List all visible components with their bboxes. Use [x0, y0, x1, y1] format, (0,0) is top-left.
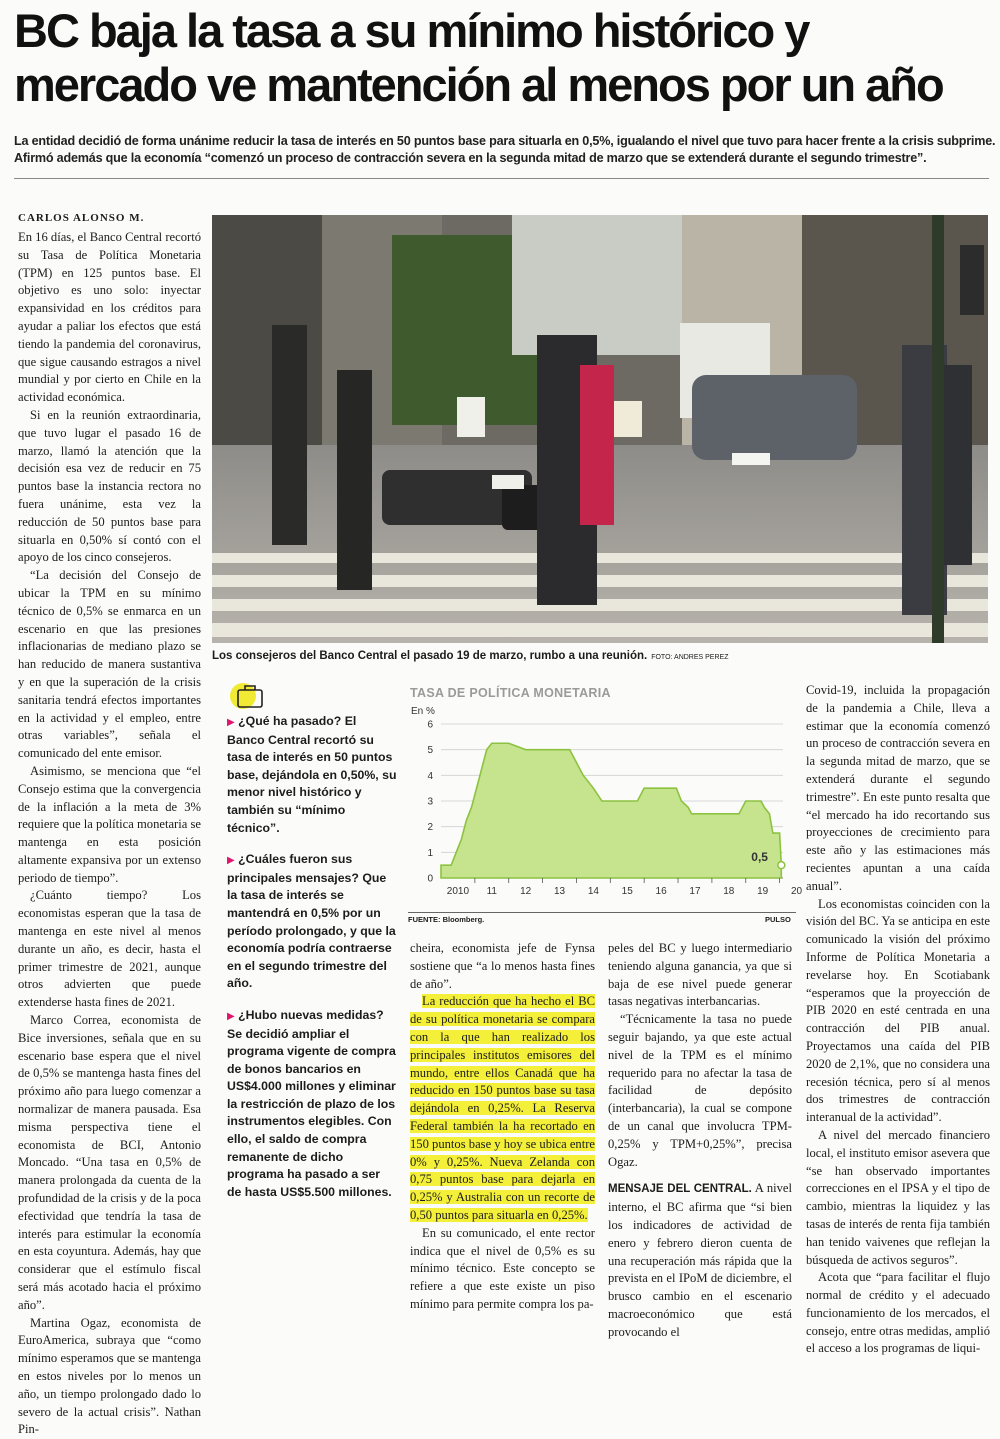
- y-tick-label: 3: [427, 796, 433, 808]
- infobox-answer: El Banco Central recortó su tasa de interés en 50 puntos base, dejándola en 0,50%, su menor nivel histórico y también su “mínimo técnico”.: [227, 714, 397, 835]
- infobox-question: ¿Qué ha pasado?: [238, 714, 342, 728]
- x-tick-label: 16: [655, 886, 667, 897]
- infobox: [227, 713, 397, 1199]
- news-photo: [212, 215, 988, 643]
- photo-credit: FOTO: ANDRES PEREZ: [651, 654, 729, 661]
- highlighted-paragraph: La reducción que ha hecho el BC de su política monetaria se compara con la que han realizado los principales institutos emisores del mundo, entre ellos Canadá que ha reducido en 150 puntos base su tasa dejándola en 0,25%. La Reserva Federal también la ha recortado en 150 puntos base y hoy se ubica entre 0% y 0,25%. Nueva Zelanda con 0,75 puntos base para dejarla en 0,25% y Australia con un recorte de 0,50 puntos para situarla en 0,25%.: [410, 994, 596, 1222]
- y-tick-label: 0: [427, 873, 433, 885]
- x-tick-label: 18: [723, 886, 735, 897]
- x-tick-label: 2010: [446, 886, 470, 897]
- headline: [14, 4, 989, 112]
- column-mid: [410, 940, 596, 1311]
- subheading-text: A nivel interno, el BC afirma que “si bien los indicadores de actividad de enero y febrero dieron cuenta de una recuperación más rápida que la prevista en el IPoM de diciembre, el brusco cambio en el escenario macroeconómico que está provocando el: [608, 1181, 792, 1339]
- tpm-chart: [405, 700, 803, 912]
- lead-line-1: La entidad decidió de forma unánime reducir la tasa de interés en 50 puntos base para situarla en 0,5%, igualando el nivel que tuvo para hacer frente a la crisis subprime.: [14, 134, 996, 148]
- lead-line-2: Afirmó además que la economía “comenzó un proceso de contracción severa en la segunda mitad de marzo que se extenderá durante el segundo trimestre”.: [14, 151, 927, 165]
- column-right: [806, 682, 990, 1356]
- infobox-item: [227, 713, 397, 837]
- x-tick-label: 19: [757, 886, 769, 897]
- chart-ylabel: En %: [411, 706, 435, 717]
- y-tick-label: 2: [427, 822, 433, 834]
- chart-title: TASA DE POLÍTICA MONETARIA: [410, 686, 611, 700]
- photo-caption: [212, 650, 728, 662]
- briefcase-icon: [229, 680, 261, 710]
- tpm-area: [441, 743, 781, 878]
- paragraph: Marco Correa, economista de Bice inversiones, señala que en su escenario base espera que el nivel de 0,5% se mantenga hasta fines del próximo año para luego comenzar a normalizar de manera pausada. Esa misma perspectiva tiene el economista de BCI, Antonio Moncado. “Una tasa en 0,5% de manera prolongada da cuenta de la profundidad de la crisis y de la poca efectividad que tendría la tasa de interés para estimular la economía en esta coyuntura. Además, hay que considerar que el estímulo fiscal será más acotado hacia el próximo año”.: [18, 1013, 201, 1312]
- x-tick-label: 13: [553, 886, 566, 897]
- paragraph: Covid-19, incluida la propagación de la pandemia a Chile, lleva a estimar que la economía comenzó un proceso de contracción severa en la segunda mitad de marzo, que se extenderá durante el segundo trimestre”. En este punto resalta que “el mercado ha ido recortando sus proyecciones de crecimiento para este año y las estimaciones más recientes apuntan a una caída anual”.: [806, 683, 990, 893]
- paragraph: “La decisión del Consejo de ubicar la TPM en su mínimo técnico de 0,5% se enmarca en un escenario en que las presiones inflacionarias de mediano plazo se han reducido de manera sustantiva y en que la superación de la crisis sanitaria tendrá efectos importantes en la actividad y el empleo, entre otras variables”, señala el comunicado del ente emisor.: [18, 568, 201, 761]
- x-tick-label: 14: [587, 886, 599, 897]
- paragraph: Los economistas coinciden con la visión del BC. Ya se anticipa en este comunicado la visión del próximo Informe de Política Monetaria a revelarse hoy. En Scotiabank “esperamos que la proyección de PIB 2020 en esté centrada en una contracción del PIB anual. Proyectamos una caída del PIB 2020 de 2,1%, que no considera una recesión técnica, pero sí al menos dos trimestres de contracción interanual de la actividad”.: [806, 896, 990, 1125]
- paragraph: [608, 1180, 792, 1341]
- paragraph: Si en la reunión extraordinaria, que tuvo lugar el pasado 16 de marzo, llamó la atención que la decisión esa vez de reducir en 75 puntos base la instancia rectora no fuera unánime, esta vez la reducción de 50 puntos base para situarla en 0,50% sí contó con el apoyo de los cinco consejeros.: [18, 407, 201, 565]
- paragraph: ¿Cuánto tiempo? Los economistas esperan que la tasa de mantenga en este nivel al menos durante un año, es decir, hasta el primer trimestre de 2021, aunque otros advierten que puede extenderse hasta fines de 2021.: [18, 888, 201, 1010]
- infobox-answer: Se decidió ampliar el programa vigente de compra de bonos bancarios en US$4.000 millones y eliminar la restricción de plazo de los instrumentos elegibles. Con ello, el saldo de compra remanente de dicho programa ha pasado a ser de hasta US$5.500 millones.: [227, 1026, 396, 1199]
- headline-line-1: BC baja la tasa a su mínimo histórico y: [14, 4, 809, 57]
- chart-annotation: 0,5: [751, 850, 768, 865]
- byline: CARLOS ALONSO M.: [18, 212, 145, 224]
- street-scene-illustration: [212, 215, 988, 643]
- paragraph: En su comunicado, el ente rector indica que el nivel de 0,5% es su mínimo técnico. Este concepto se refiere a que este existe un piso mínimo para permite compra los pa-: [410, 1225, 595, 1311]
- subheading: MENSAJE DEL CENTRAL.: [608, 1183, 752, 1196]
- infobox-question: ¿Cuáles fueron sus principales mensajes?: [227, 852, 359, 885]
- y-tick-label: 6: [427, 719, 433, 731]
- infobox-item: [227, 851, 397, 993]
- column-third: [608, 940, 792, 1339]
- paragraph: Asimismo, se menciona que “el Consejo estima que la convergencia de la inflación a la meta de 3% requiere que la política monetaria se mantenga en esta posición altamente expansiva por un extenso periodo de tiempo”.: [18, 763, 201, 885]
- y-tick-label: 5: [427, 745, 433, 757]
- infobox-item: [227, 1007, 397, 1202]
- triangle-bullet-icon: ▶: [227, 717, 235, 728]
- x-tick-label: 17: [689, 886, 701, 897]
- x-tick-label: 12: [520, 886, 532, 897]
- x-tick-label: 11: [486, 886, 497, 897]
- y-tick-label: 4: [427, 770, 433, 782]
- x-tick-label: 20: [790, 886, 803, 897]
- lead: [14, 133, 996, 167]
- tpm-endpoint-marker: [778, 862, 785, 869]
- chart-brand: PULSO: [765, 915, 791, 924]
- caption-text: Los consejeros del Banco Central el pasado 19 de marzo, rumbo a una reunión.: [212, 650, 648, 662]
- paragraph: En 16 días, el Banco Central recortó su Tasa de Política Monetaria (TPM) en 125 puntos base. El objetivo es uno solo: inyectar expansividad en los créditos para ayudar a paliar los efectos que está tiendo la pandemia del coronavirus, que sigue causando estragos a nivel mundial y por cierto en Chile en la actividad económica.: [18, 230, 201, 405]
- paragraph: Martina Ogaz, economista de EuroAmerica, subraya que “como mínimo esperamos que se mantenga en estos niveles por lo menos un año, un tiempo prolongado dado lo severo de la actual crisis”. Nathan Pin-: [18, 1315, 201, 1437]
- column-1: [18, 229, 201, 1437]
- paragraph: peles del BC y luego intermediario teniendo alguna ganancia, ya que si baja de ese nivel puede generar tasas negativas interbancarias.: [608, 941, 792, 1009]
- triangle-bullet-icon: ▶: [227, 1010, 235, 1022]
- infobox-answer: Que la tasa de interés se mantendrá en 0,5% por un período prolongado, y que la economía podría contraerse en el segundo trimestre del año.: [227, 870, 396, 991]
- x-tick-label: 15: [621, 886, 633, 897]
- headline-line-2: mercado ve mantención al menos por un año: [14, 58, 943, 111]
- paragraph: cheira, economista jefe de Fynsa sostiene que “a lo menos hasta fines de año”.: [410, 941, 595, 991]
- rule: [14, 178, 989, 179]
- paragraph: A nivel del mercado financiero local, el instituto emisor asevera que “se han observado importantes correcciones en el IPSA y el tipo de cambio, mientras la liquidez y las tasas de interés de renta fija también han tenido vaivenes que reflejan la búsqueda de activos seguros”.: [806, 1127, 990, 1267]
- paragraph: Acota que “para facilitar el flujo normal de crédito y el adecuado funcionamiento de los mercados, el consejo, entre otras medidas, amplió el acceso a los programas de liqui-: [806, 1270, 990, 1356]
- triangle-bullet-icon: ▶: [227, 855, 235, 867]
- paragraph: “Técnicamente la tasa no puede seguir bajando, ya que este actual nivel de la TPM es el mínimo requerido para no afectar la tasa de facilidad de depósito (interbancaria), la cual se compone de un canal que involucra TPM-0,25% y TPM+0,25%”, precisa Ogaz.: [608, 1012, 792, 1169]
- infobox-question: ¿Hubo nuevas medidas?: [238, 1007, 384, 1022]
- chart-source: FUENTE: Bloomberg.: [408, 915, 485, 924]
- chart-footer-rule: [408, 912, 796, 913]
- y-tick-label: 1: [427, 847, 433, 859]
